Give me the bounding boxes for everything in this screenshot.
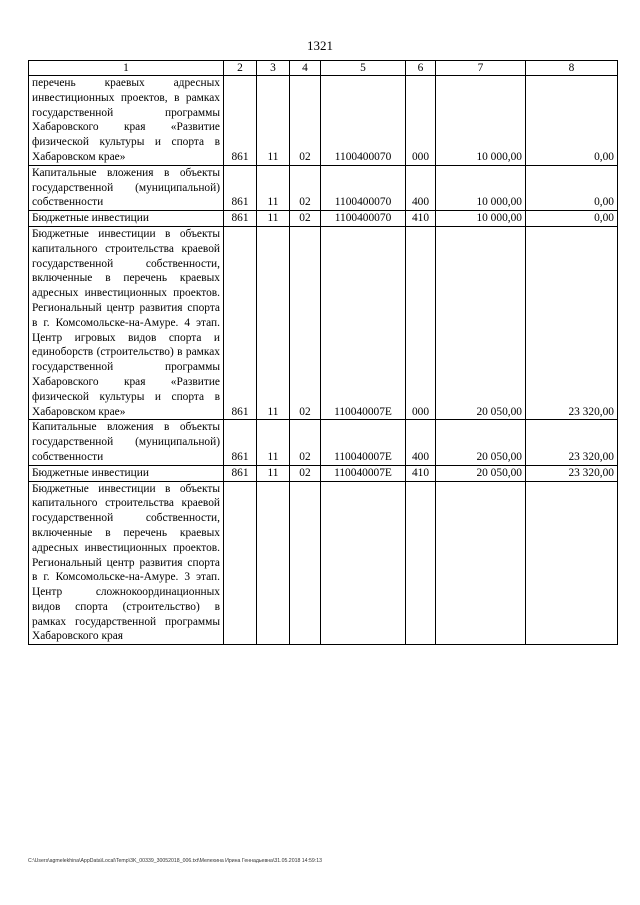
subsection-code: 02 [290,420,321,465]
table-row [29,420,618,465]
section-code: 11 [257,76,290,166]
ministry-code: 861 [224,211,257,227]
expense-type-code: 410 [406,465,436,481]
column-header: 1 [29,61,224,76]
ministry-code: 861 [224,165,257,210]
subsection-code: 02 [290,165,321,210]
expense-type-code: 400 [406,420,436,465]
amount-year-1: 20 050,00 [436,420,526,465]
amount-year-1: 20 050,00 [436,226,526,419]
subsection-code: 02 [290,226,321,419]
amount-year-2: 23 320,00 [526,465,618,481]
amount-year-2: 0,00 [526,165,618,210]
column-header: 2 [224,61,257,76]
ministry-code: 861 [224,465,257,481]
table-row [29,165,618,210]
page-number: 1321 [307,38,333,53]
target-article-code: 1100400070 [321,211,406,227]
ministry-code: 861 [224,226,257,419]
subsection-code [290,481,321,645]
expense-type-code: 000 [406,76,436,166]
target-article-code [321,481,406,645]
subsection-code: 02 [290,465,321,481]
column-header: 7 [436,61,526,76]
ministry-code: 861 [224,420,257,465]
amount-year-1: 10 000,00 [436,165,526,210]
row-description: Капитальные вложения в объекты государственной (муниципальной) собственности [29,165,224,210]
amount-year-1 [436,481,526,645]
section-code: 11 [257,211,290,227]
budget-table [28,60,618,645]
expense-type-code [406,481,436,645]
column-header: 6 [406,61,436,76]
expense-type-code: 410 [406,211,436,227]
amount-year-1: 10 000,00 [436,211,526,227]
ministry-code: 861 [224,76,257,166]
subsection-code: 02 [290,76,321,166]
target-article-code: 1100400070 [321,165,406,210]
section-code: 11 [257,165,290,210]
expense-type-code: 000 [406,226,436,419]
column-header: 8 [526,61,618,76]
column-header: 4 [290,61,321,76]
row-description: Бюджетные инвестиции [29,211,224,227]
row-description: Капитальные вложения в объекты государственной (муниципальной) собственности [29,420,224,465]
column-header: 3 [257,61,290,76]
table-row [29,481,618,645]
row-description: перечень краевых адресных инвестиционных проектов, в рамках государственной программы Хабаровского края «Развитие физической культуры и спорта в Хабаровском крае» [29,76,224,166]
amount-year-2: 0,00 [526,76,618,166]
amount-year-1: 20 050,00 [436,465,526,481]
amount-year-1: 10 000,00 [436,76,526,166]
ministry-code [224,481,257,645]
target-article-code: 110040007Е [321,420,406,465]
section-code: 11 [257,465,290,481]
section-code: 11 [257,420,290,465]
file-path-footer: C:\Users\agmelekhina\AppData\Local\Temp\3K_00339_30052018_006.txt\Мелехина Ирина Геннадьевна\31.05.2018 14:59:13 [28,858,322,864]
table-row [29,465,618,481]
amount-year-2: 23 320,00 [526,420,618,465]
row-description: Бюджетные инвестиции [29,465,224,481]
subsection-code: 02 [290,211,321,227]
table-row [29,211,618,227]
table-row [29,226,618,419]
amount-year-2: 0,00 [526,211,618,227]
table-header-row [29,61,618,76]
target-article-code: 110040007Е [321,465,406,481]
row-description: Бюджетные инвестиции в объекты капитального строительства краевой государственной собственности, включенные в перечень краевых адресных инвестиционных проектов. Региональный центр развития спорта в г. Комсомольске-на-Амуре. 4 этап. Центр игровых видов спорта и единоборств (строительство) в рамках государственной программы Хабаровского края «Развитие физической культуры и спорта в Хабаровском крае» [29,226,224,419]
amount-year-2 [526,481,618,645]
column-header: 5 [321,61,406,76]
target-article-code: 1100400070 [321,76,406,166]
target-article-code: 110040007Е [321,226,406,419]
table-row [29,76,618,166]
section-code [257,481,290,645]
row-description: Бюджетные инвестиции в объекты капитального строительства краевой государственной собственности, включенные в перечень краевых адресных инвестиционных проектов. Региональный центр развития спорта в г. Комсомольске-на-Амуре. 3 этап. Центр сложнокоординационных видов спорта (строительство) в рамках государственной программы Хабаровского края [29,481,224,645]
amount-year-2: 23 320,00 [526,226,618,419]
expense-type-code: 400 [406,165,436,210]
section-code: 11 [257,226,290,419]
